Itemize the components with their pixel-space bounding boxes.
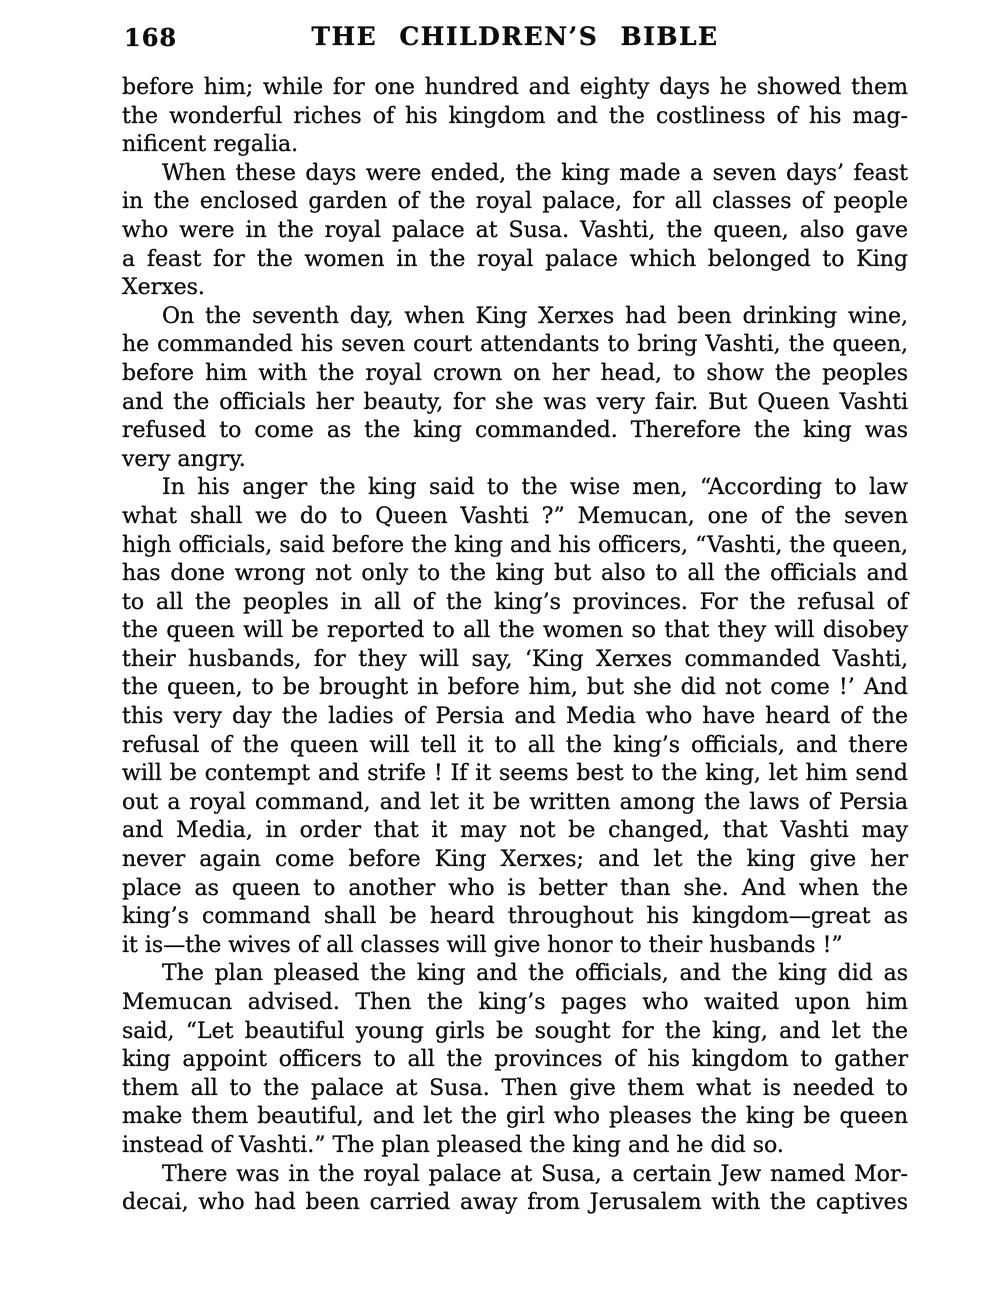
text-line: before him with the royal crown on her head, to show the peoples xyxy=(122,360,908,386)
text-line: the wonderful riches of his kingdom and the costliness of his mag- xyxy=(122,103,908,129)
text-line: place as queen to another who is better than she. And when the xyxy=(122,875,908,901)
text-line: has done wrong not only to the king but also to all the officials and xyxy=(122,561,908,587)
text-line: before him; while for one hundred and eighty days he showed them xyxy=(122,75,908,100)
text-line: nificent regalia. xyxy=(122,132,299,158)
text-line: and the officials her beauty, for she was very fair. But Queen Vashti xyxy=(122,389,908,415)
text-line: what shall we do to Queen Vashti ?” Memucan, one of the seven xyxy=(122,503,908,529)
paragraph xyxy=(122,74,908,160)
paragraph xyxy=(122,303,908,475)
text-line: will be contempt and strife ! If it seems best to the king, let him send xyxy=(122,761,908,787)
text-line: a feast for the women in the royal palace which belonged to King xyxy=(122,246,908,272)
text-line: said, “Let beautiful young girls be sought for the king, and let the xyxy=(122,1018,908,1044)
text-line: the queen, to be brought in before him, but she did not come !’ And xyxy=(122,675,908,701)
text-line: refused to come as the king commanded. Therefore the king was xyxy=(122,418,908,444)
text-line: them all to the palace at Susa. Then give them what is needed to xyxy=(122,1075,908,1101)
text-line: make them beautiful, and let the girl who pleases the king be queen xyxy=(122,1104,908,1130)
text-line: in the enclosed garden of the royal palace, for all classes of people xyxy=(122,189,908,215)
text-line: this very day the ladies of Persia and Media who have heard of the xyxy=(122,704,908,730)
running-head-title: THE CHILDREN’S BIBLE xyxy=(311,22,719,51)
text-line: their husbands, for they will say, ‘King Xerxes commanded Vashti, xyxy=(122,646,908,672)
paragraph xyxy=(122,1161,908,1218)
page-header xyxy=(122,22,908,52)
paragraph xyxy=(122,160,908,303)
text-line: decai, who had been carried away from Jerusalem with the captives xyxy=(122,1190,908,1216)
text-line: king’s command shall be heard throughout his kingdom—great as xyxy=(122,904,908,930)
text-line: out a royal command, and let it be written among the laws of Persia xyxy=(122,789,908,815)
text-line: high officials, said before the king and his officers, “Vashti, the queen, xyxy=(122,532,908,558)
text-line: Memucan advised. Then the king’s pages who waited upon him xyxy=(122,990,908,1015)
text-line: There was in the royal palace at Susa, a certain Jew named Mor- xyxy=(162,1161,908,1187)
text-line: very angry. xyxy=(122,446,246,472)
text-line: to all the peoples in all of the king’s provinces. For the refusal of xyxy=(122,589,908,615)
text-line: Xerxes. xyxy=(122,275,205,301)
paragraph xyxy=(122,960,908,1160)
text-line: When these days were ended, the king made a seven days’ feast xyxy=(162,160,908,186)
paragraph xyxy=(122,474,908,960)
text-line: king appoint officers to all the provinces of his kingdom to gather xyxy=(122,1047,908,1073)
text-line: who were in the royal palace at Susa. Vashti, the queen, also gave xyxy=(122,217,908,243)
text-line: and Media, in order that it may not be changed, that Vashti may xyxy=(122,818,908,844)
text-line: On the seventh day, when King Xerxes had been drinking wine, xyxy=(162,303,908,329)
page-number: 168 xyxy=(124,23,178,52)
text-line: never again come before King Xerxes; and let the king give her xyxy=(122,847,908,873)
text-line: In his anger the king said to the wise men, “According to law xyxy=(162,475,908,501)
text-line: The plan pleased the king and the officials, and the king did as xyxy=(162,961,908,987)
text-line: refusal of the queen will tell it to all the king’s officials, and there xyxy=(122,732,908,758)
text-line: he commanded his seven court attendants to bring Vashti, the queen, xyxy=(122,332,908,358)
text-line: it is—the wives of all classes will give honor to their husbands !” xyxy=(122,932,843,958)
text-line: the queen will be reported to all the women so that they will disobey xyxy=(122,618,908,644)
page-body xyxy=(122,74,908,1218)
text-line: instead of Vashti.” The plan pleased the king and he did so. xyxy=(122,1132,784,1158)
